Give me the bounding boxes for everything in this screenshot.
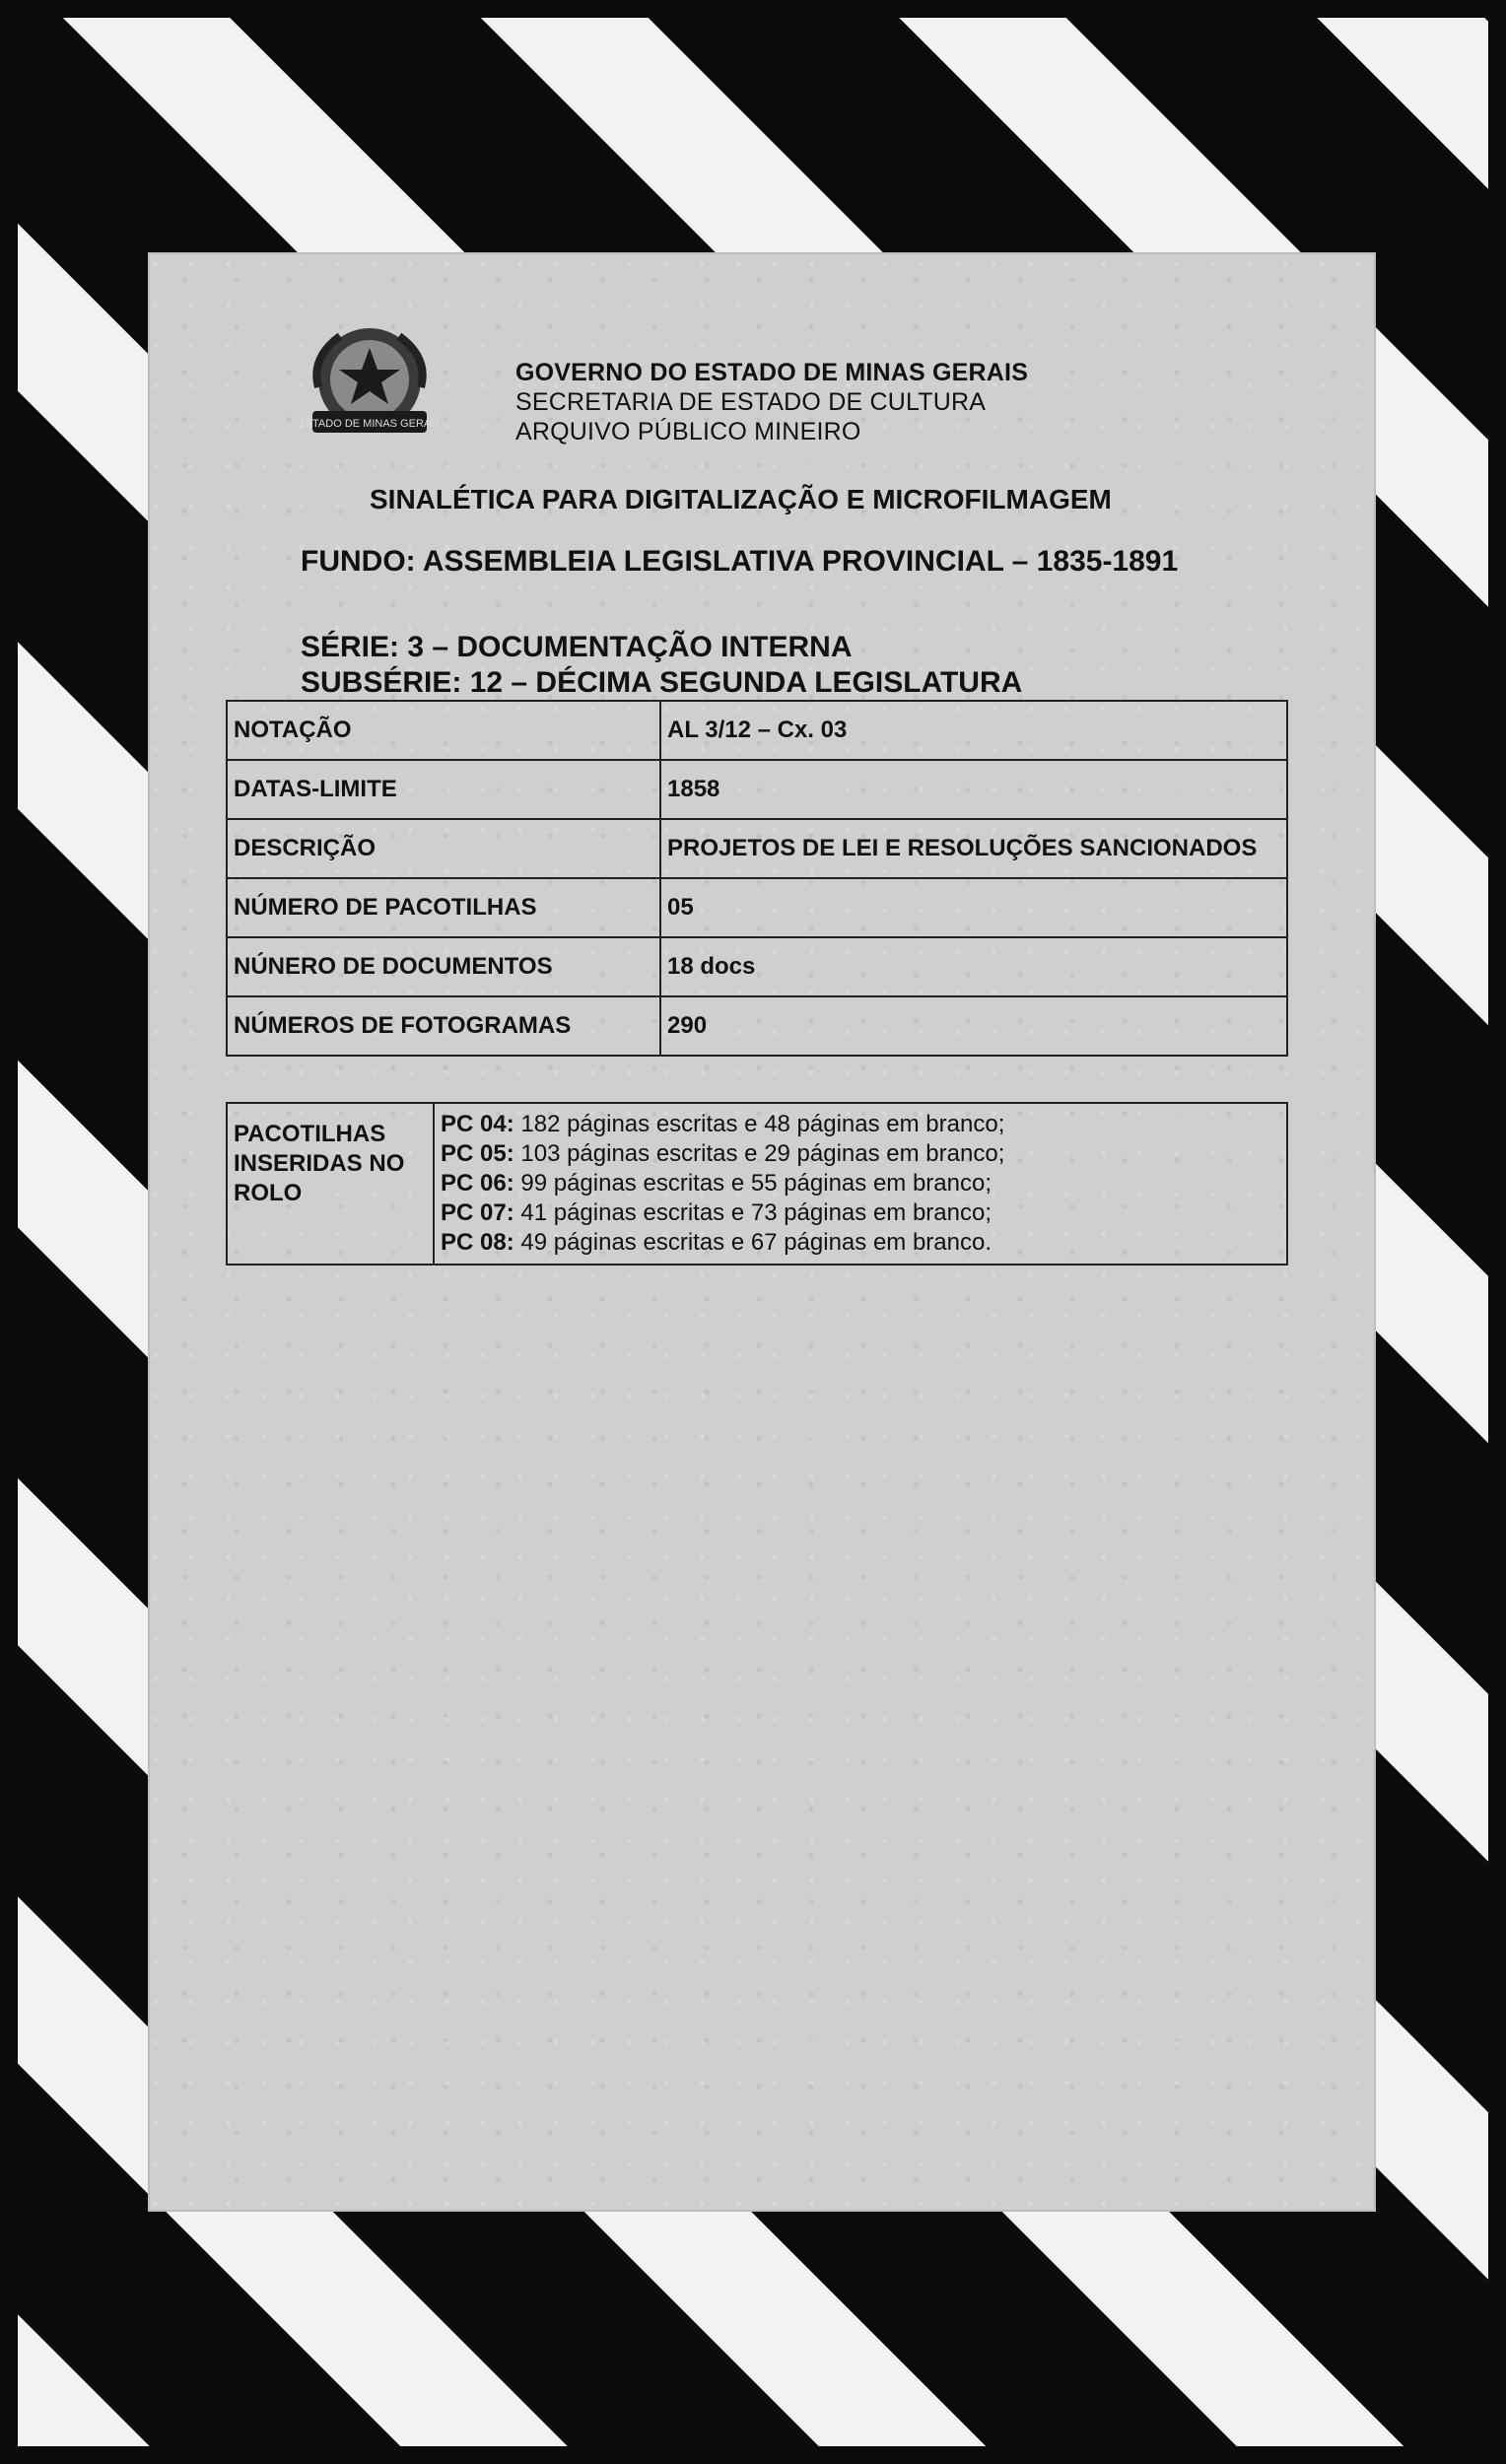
- organization-lines: [515, 358, 1028, 446]
- row-value: 05: [660, 878, 1287, 937]
- entry-text: 49 páginas escritas e 67 páginas em branco.: [520, 1229, 993, 1256]
- table-row: [227, 701, 1287, 760]
- entry-text: 103 páginas escritas e 29 páginas em branco;: [520, 1140, 1005, 1167]
- row-label: DESCRIÇÃO: [227, 819, 660, 878]
- roll-label: [227, 1103, 434, 1265]
- row-label: DATAS-LIMITE: [227, 760, 660, 819]
- document-title: SINALÉTICA PARA DIGITALIZAÇÃO E MICROFILMAGEM: [370, 484, 1112, 514]
- org-secretariat: SECRETARIA DE ESTADO DE CULTURA: [515, 388, 987, 416]
- table-row: [227, 819, 1287, 878]
- org-archive: ARQUIVO PÚBLICO MINEIRO: [515, 418, 861, 445]
- table-row: [227, 996, 1287, 1056]
- row-value: PROJETOS DE LEI E RESOLUÇÕES SANCIONADOS: [660, 819, 1287, 878]
- entry-code: PC 06:: [441, 1170, 514, 1197]
- row-value: 290: [660, 996, 1287, 1056]
- list-item: [441, 1198, 1280, 1228]
- org-government: GOVERNO DO ESTADO DE MINAS GERAIS: [515, 359, 1029, 386]
- table-row: [227, 878, 1287, 937]
- table-row: [227, 760, 1287, 819]
- state-emblem-icon: [301, 318, 439, 456]
- row-value: AL 3/12 – Cx. 03: [660, 701, 1287, 760]
- roll-entries: [434, 1103, 1287, 1265]
- entry-text: 182 páginas escritas e 48 páginas em branco;: [520, 1111, 1005, 1137]
- entry-code: PC 04:: [441, 1111, 514, 1137]
- entry-text: 41 páginas escritas e 73 páginas em branco;: [520, 1199, 993, 1226]
- list-item: [441, 1110, 1280, 1139]
- row-value: 18 docs: [660, 937, 1287, 996]
- roll-label-line: INSERIDAS NO: [234, 1150, 405, 1177]
- roll-label-line: ROLO: [234, 1180, 303, 1206]
- row-label: NÚMEROS DE FOTOGRAMAS: [227, 996, 660, 1056]
- row-label: NÚMERO DE PACOTILHAS: [227, 878, 660, 937]
- roll-label-line: PACOTILHAS: [234, 1121, 386, 1147]
- fundo-heading: FUNDO: ASSEMBLEIA LEGISLATIVA PROVINCIAL – 1835-1891: [301, 545, 1179, 578]
- roll-table: [226, 1102, 1288, 1266]
- emblem-ribbon-text: ESTADO DE MINAS GERAIS: [301, 418, 439, 430]
- entry-code: PC 07:: [441, 1199, 514, 1226]
- entry-code: PC 05:: [441, 1140, 514, 1167]
- row-label: NOTAÇÃO: [227, 701, 660, 760]
- list-item: [441, 1228, 1280, 1258]
- list-item: [441, 1169, 1280, 1198]
- info-table: [226, 700, 1288, 1057]
- row-value: 1858: [660, 760, 1287, 819]
- document-sheet: [148, 252, 1376, 2212]
- serie-line: SÉRIE: 3 – DOCUMENTAÇÃO INTERNA: [301, 631, 853, 663]
- subserie-line: SUBSÉRIE: 12 – DÉCIMA SEGUNDA LEGISLATURA: [301, 666, 1023, 699]
- series-block: [301, 630, 1022, 701]
- table-row: [227, 937, 1287, 996]
- entry-code: PC 08:: [441, 1229, 514, 1256]
- entry-text: 99 páginas escritas e 55 páginas em branco;: [520, 1170, 993, 1197]
- list-item: [441, 1139, 1280, 1169]
- letterhead: [301, 318, 1089, 446]
- table-row: [227, 1103, 1287, 1265]
- row-label: NÚNERO DE DOCUMENTOS: [227, 937, 660, 996]
